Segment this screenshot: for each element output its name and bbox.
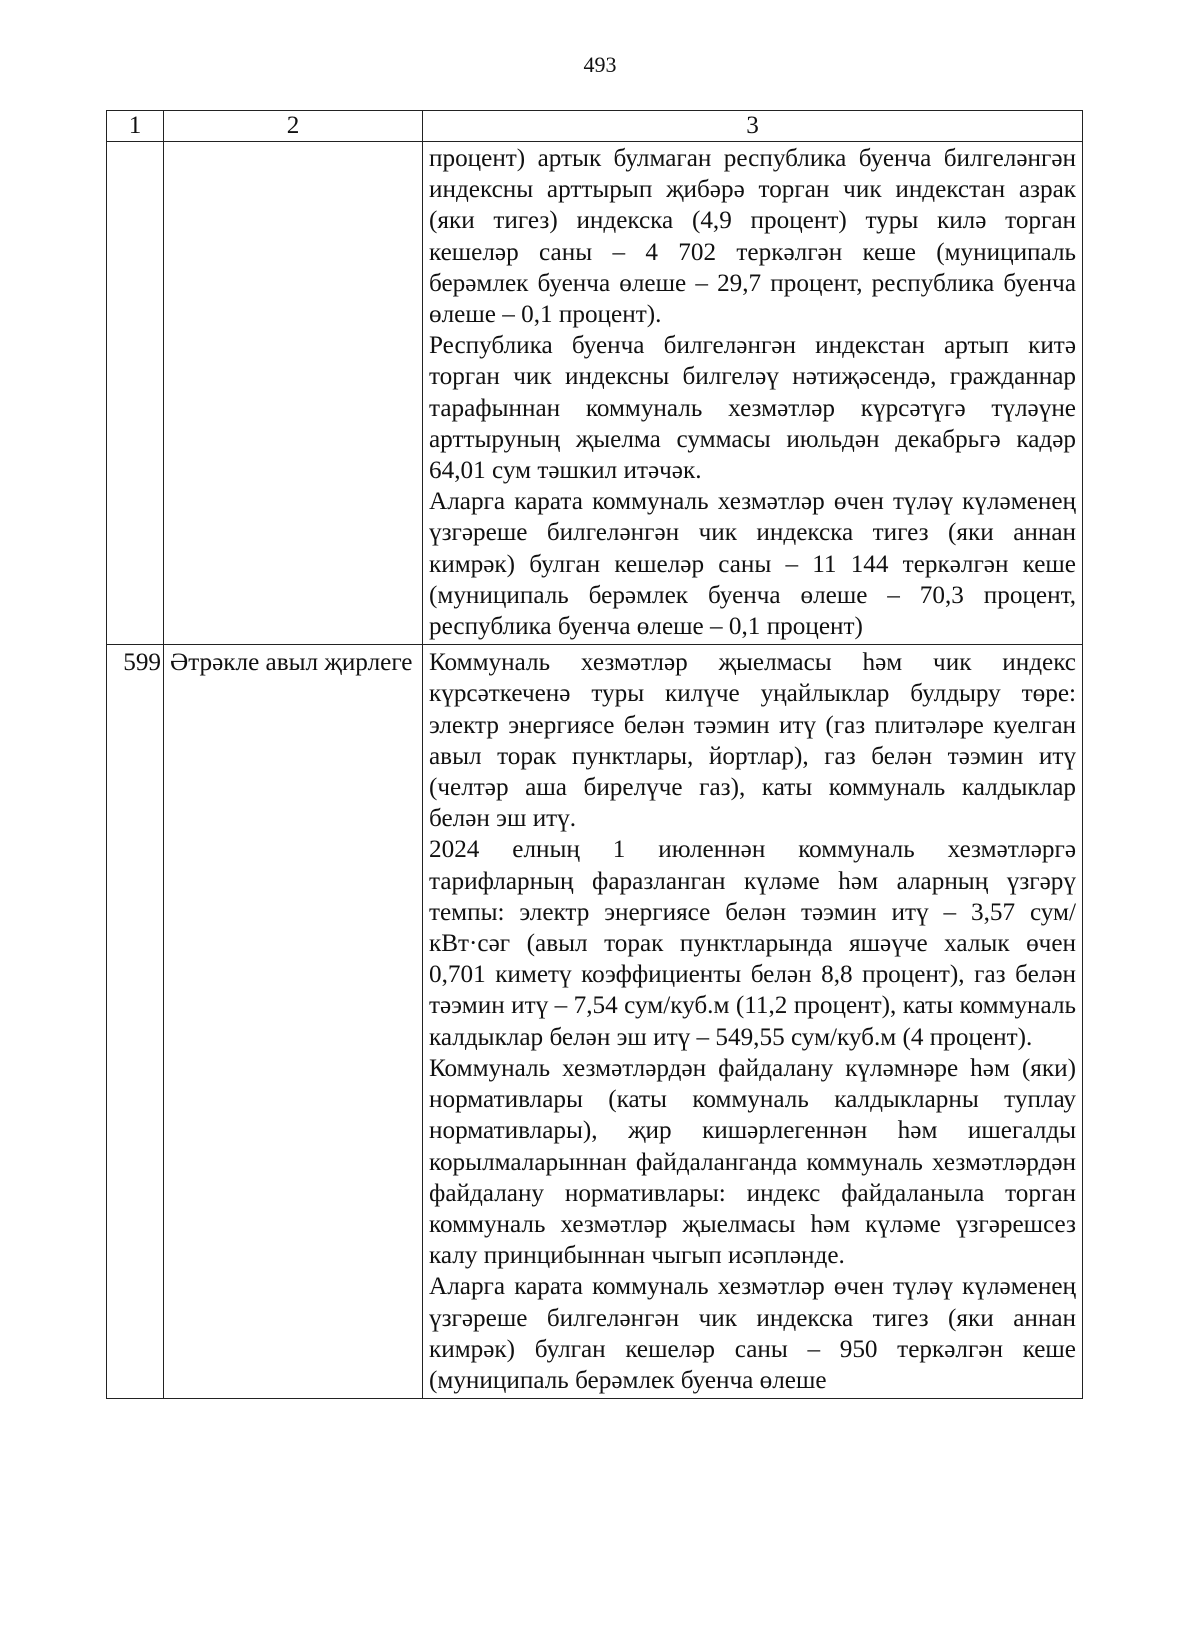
settlement-name-cell: Әтрәкле авыл җирлеге	[164, 645, 423, 1399]
column-header: 2	[164, 111, 423, 142]
description-cell	[423, 142, 1083, 645]
paragraph: Коммуналь хезмәтләрдән файдалану күләмнәре һәм (яки) нормативлары (каты коммуналь калдыкларны туплау нормативлары), җир кишәрлегеннән һәм ишегалды корылмаларыннан файдаланганда коммуналь хезмәтләрдән файдалану нормативлары: индекс файдаланыла торган коммуналь хезмәтләр җыелмасы һәм күләме үзгәрешсез калу принцибыннан чыгып исәпләнде.	[429, 1054, 1076, 1270]
paragraph: процент) артык булмаган республика буенча билгеләнгән индексны арттырып җибәрә торган чик индекстан азрак (яки тигез) индекска (4,9 процент) туры килә торган кешеләр саны – 4 702 теркәлгән кеше (муниципаль берәмлек буенча өлеше – 29,7 процент, республика буенча өлеше – 0,1 процент).	[429, 145, 1076, 329]
paragraph: Аларга карата коммуналь хезмәтләр өчен түләү күләменең үзгәреше билгеләнгән чик индекска тигез (яки аннан кимрәк) булган кешеләр саны – 11 144 теркәлгән кеше (муниципаль берәмлек буенча өлеше – 70,3 процент, республика буенча өлеше – 0,1 процент)	[429, 488, 1076, 641]
page-number: 493	[583, 52, 617, 77]
description-cell	[423, 645, 1083, 1399]
document-table	[106, 110, 1083, 1399]
paragraph: Республика буенча билгеләнгән индекстан артып китә торган чик индексны билгеләү нәтиҗәсендә, гражданнар тарафыннан коммуналь хезмәтләр күрсәтүгә түләүне арттыруның җыелма суммасы июльдән декабрьгә кадәр 64,01 сум тәшкил итәчәк.	[429, 332, 1076, 485]
settlement-name-cell	[164, 142, 423, 645]
paragraph: 2024 елның 1 июленнән коммуналь хезмәтләргә тарифларның фаразланган күләме һәм аларның үзгәрү темпы: электр энергиясе белән тәэмин итү – 3,57 сум/кВт·сәг (авыл торак пунктларында яшәүче халык өчен 0,701 киметү коэффициенты белән 8,8 процент), газ белән тәэмин итү – 7,54 сум/куб.м (11,2 процент), каты коммуналь калдыклар белән эш итү – 549,55 сум/куб.м (4 процент).	[429, 836, 1076, 1051]
column-header: 3	[423, 111, 1083, 142]
paragraph: Коммуналь хезмәтләр җыелмасы һәм чик индекс күрсәткеченә туры килүче уңайлыклар булдыру төре: электр энергиясе белән тәэмин итү (газ плитәләре куелган авыл торак пунктлары, йортлар), газ белән тәэмин итү (челтәр аша бирелүче газ), каты коммуналь калдыклар белән эш итү.	[429, 649, 1076, 833]
row-number-cell: 599	[107, 645, 164, 1399]
paragraph: Аларга карата коммуналь хезмәтләр өчен түләү күләменең үзгәреше билгеләнгән чик индекска тигез (яки аннан кимрәк) булган кешеләр саны – 950 теркәлгән кеше (муниципаль берәмлек буенча өлеше	[429, 1273, 1076, 1394]
column-header: 1	[107, 111, 164, 142]
table-row	[107, 142, 1083, 645]
row-number-cell	[107, 142, 164, 645]
table-row	[107, 645, 1083, 1399]
table-header-row	[107, 111, 1083, 142]
